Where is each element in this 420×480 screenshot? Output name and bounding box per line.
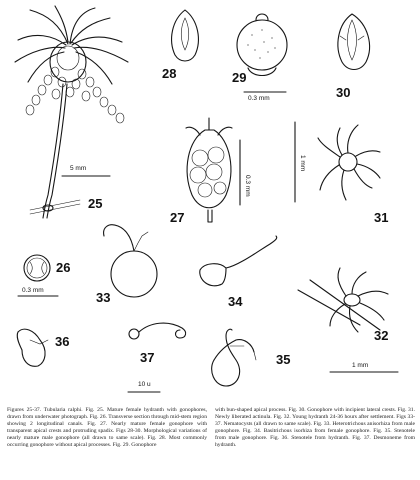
fig-35-label: 35: [276, 352, 291, 367]
fig-32-drawing: [298, 268, 398, 372]
figure-caption: [7, 407, 415, 477]
fig-37-scale: 10 u: [138, 381, 151, 388]
fig-37-drawing: [128, 323, 186, 392]
fig-31-label: 31: [374, 210, 389, 225]
fig-30-drawing: [338, 14, 370, 70]
fig-26-scale: 0.3 mm: [22, 287, 44, 294]
fig-35-drawing: [212, 329, 256, 386]
fig-28-drawing: [172, 10, 199, 61]
fig-31-drawing: [295, 122, 380, 202]
fig-34-label: 34: [228, 294, 243, 309]
fig-25-label: 25: [88, 196, 103, 211]
fig-37-label: 37: [140, 350, 155, 365]
fig-32-scale: 1 mm: [352, 362, 369, 369]
fig-27-scale: 0.3 mm: [244, 175, 251, 197]
fig-27-label: 27: [170, 210, 185, 225]
caption-column-right: [215, 407, 415, 477]
fig-30-label: 30: [336, 85, 351, 100]
caption-left-text: Figures 25-37. Tubularia ralphi. Fig. 25. Mature female hydranth with gonophores, drawn from underwater photograph. Fig. 26. Transverse section through mid-stem region showing 2 longitudinal canals. Fig. 27. Nearly mature female gonophore with transparent apical crests and protruding spadix. Figs 28-30. Morphological variations of nearly mature male gonophore (all drawn to same scale). Fig. 28. Most commonly occurring gonophore without apical processes. Fig. 29. Gonophore: [7, 407, 207, 448]
fig-36-drawing: [17, 329, 48, 366]
fig-33-label: 33: [96, 290, 111, 305]
fig-29-scale: 0.3 mm: [248, 95, 270, 102]
fig-32-label: 32: [374, 328, 389, 343]
fig-28-label: 28: [162, 66, 177, 81]
fig-26-label: 26: [56, 260, 71, 275]
fig-25-drawing: [15, 6, 128, 218]
fig-25-scale: 5 mm: [70, 165, 87, 172]
fig-34-drawing: [200, 236, 277, 286]
fig-29-label: 29: [232, 70, 247, 85]
caption-right-text: with bun-shaped apical process. Fig. 30. Gonophore with incipient lateral crests. Fig. 31. Newly liberated actinula. Fig. 32. Young hydranth 24-36 hours after settlement. Figs 33-37. Nematocysts (all drawn to same scale). Fig. 33. Heterotrichous anisorhiza from male gonophore. Fig. 34. Basitrichous isorhiza from female gonophore. Fig. 35. Stenotele from male gonophore. Fig. 36. Stenotele from hydranth. Fig. 37. Desmoneme from hydranth.: [215, 407, 415, 448]
caption-column-left: [7, 407, 207, 477]
fig-33-drawing: [104, 225, 157, 297]
fig-36-label: 36: [55, 334, 70, 349]
fig-27-drawing: [186, 118, 240, 222]
fig-31-scale: 1 mm: [299, 155, 306, 172]
